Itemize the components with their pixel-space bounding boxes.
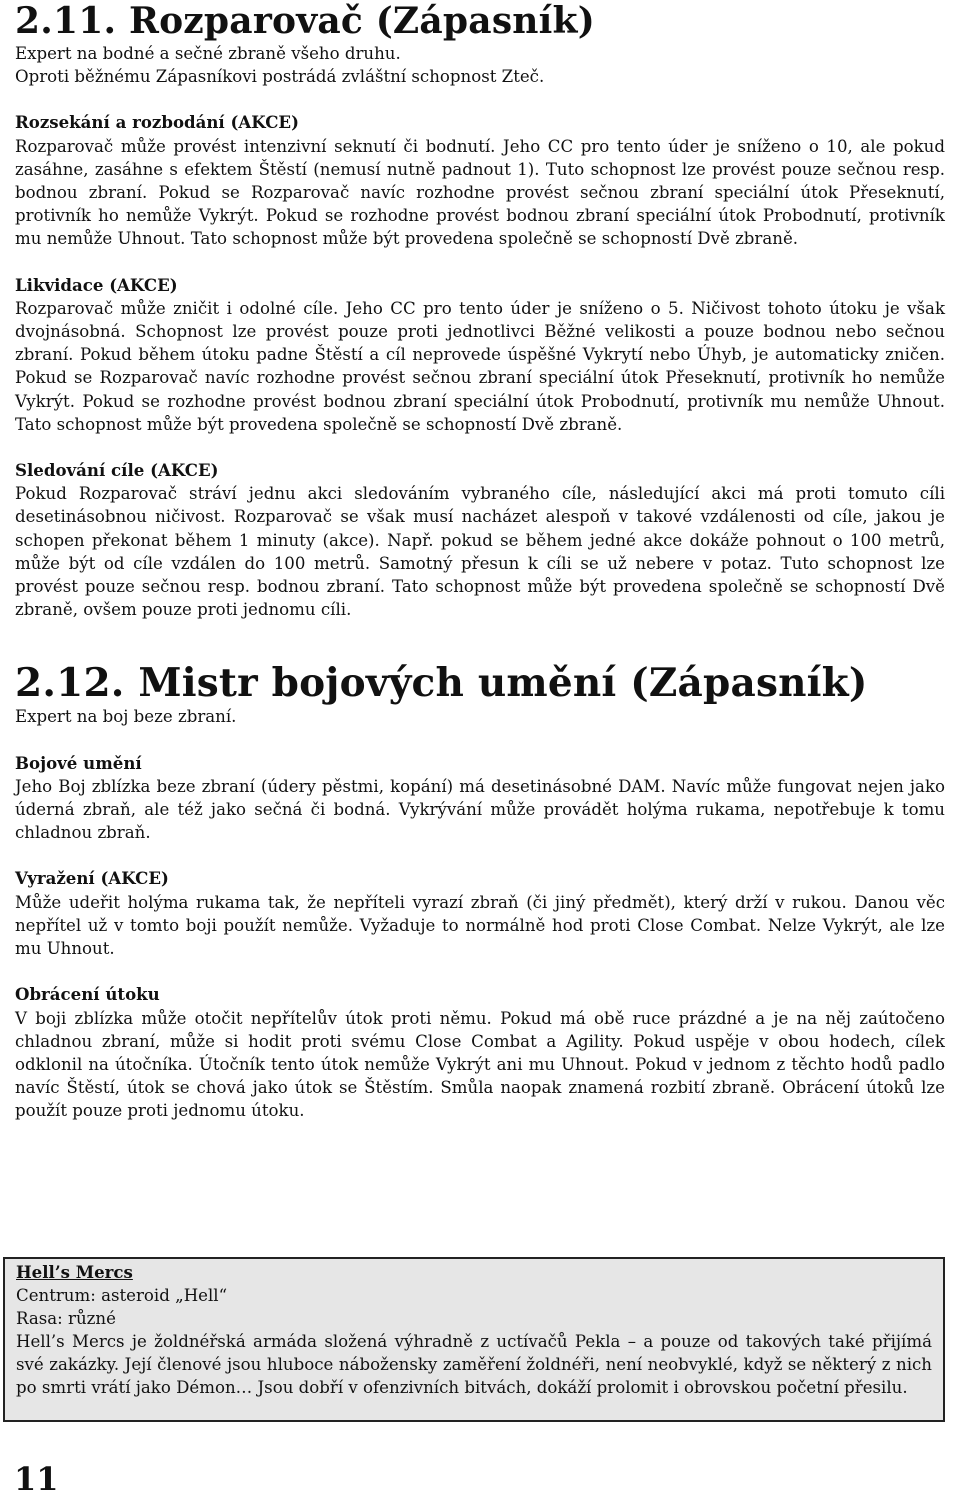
faction-description: Hell’s Mercs je žoldnéřská armáda složená výhradně z uctívačů Pekla – a pouze od takových také přijímá své zakázky. Její členové jsou hluboce nábožensky zaměření žoldnéři, není neobvyklé, když se některý z nich po smrti vrátí jako Démon… Jsou dobří v ofenzivních bitvách, dokáží prolomit i obrovskou početní přesilu. xyxy=(16,1332,932,1397)
ability-vyrazeni-text: Může udeřit holýma rukama tak, že nepříteli vyrazí zbraň (či jiný předmět), který drží v rukou. Danou věc nepřítel už v tomto boji použít nemůže. Vyžaduje to normálně hod proti Close Combat. Nelze Vykrýt, ale lze mu Uhnout. xyxy=(15,892,945,959)
ability-sledovani-title: Sledování cíle (AKCE) xyxy=(15,460,219,481)
ability-likvidace-text: Rozparovač může zničit i odolné cíle. Jeho CC pro tento úder je sníženo o 5. Ničivost tohoto útoku je však dvojnásobná. Schopnost lze provést pouze proti jednotlivci Běžné velikosti a pouze bodnou nebo sečnou zbraní. Pokud během útoku padne Štěstí a cíl neprovede úspěšné Vykrytí nebo Úhyb, je automaticky zničen. Pokud se Rozparovač navíc rozhodne provést sečnou zbraní speciální útok Přeseknutí, protivník ho nemůže Vykrýt. Pokud se rozhodne provést bodnou zbraní speciální útok Probodnutí, protivník mu nemůže Uhnout. Tato schopnost může být provedena společně se schopností Dvě zbraně. xyxy=(15,298,945,434)
ability-bojove-umeni-text: Jeho Boj zblízka beze zbraní (údery pěstmi, kopání) má desetinásobné DAM. Navíc může fungovat nejen jako úderná zbraň, ale též jako sečná či bodná. Vykrývání může provádět holýma rukama, nepotřebuje k tomu chladnou zbraň. xyxy=(15,776,945,843)
ability-rozsekani-text: Rozparovač může provést intenzivní seknutí či bodnutí. Jeho CC pro tento úder je sníženo o 10, ale pokud zasáhne, zasáhne s efektem Štěstí (nemusí nutně padnout 1). Tuto schopnost lze provést pouze sečnou resp. bodnou zbraní. Pokud se Rozparovač navíc rozhodne provést sečnou zbraní speciální útok Přeseknutí, protivník ho nemůže Vykrýt. Pokud se rozhodne provést bodnou zbraní speciální útok Probodnutí, protivník mu nemůže Uhnout. Tato schopnost může být provedena společně se schopností Dvě zbraně. xyxy=(15,136,945,249)
faction-info-box xyxy=(3,1257,945,1422)
document-page xyxy=(15,0,945,1123)
faction-centrum: Centrum: asteroid „Hell“ xyxy=(16,1286,228,1305)
ability-vyrazeni-title: Vyražení (AKCE) xyxy=(15,868,169,889)
ability-obraceni-title: Obrácení útoku xyxy=(15,984,160,1005)
ability-rozsekani-title: Rozsekání a rozbodání (AKCE) xyxy=(15,112,299,133)
section-2-11-intro-1: Expert na bodné a sečné zbraně všeho druhu. xyxy=(15,44,401,63)
ability-bojove-umeni-title: Bojové umění xyxy=(15,752,142,773)
section-2-12-intro: Expert na boj beze zbraní. xyxy=(15,707,237,727)
section-2-11-title: 2.11. Rozparovač (Zápasník) xyxy=(15,0,595,42)
faction-title: Hell’s Mercs xyxy=(16,1262,133,1282)
ability-obraceni-text: V boji zblízka může otočit nepřítelův útok proti němu. Pokud má obě ruce prázdné a je na něj zaútočeno chladnou zbraní, může si hodit proti svému Close Combat a Agility. Pokud uspěje v obou hodech, cílek odklonil na útočníka. Útočník tento útok nemůže Vykrýt ani mu Uhnout. Pokud v jednom z těchto hodů padlo navíc Štěstí, útok se chová jako útok se Štěstím. Smůla naopak znamená rozbití zbraně. Obrácení útoků lze použít pouze proti jednomu útoku. xyxy=(15,1008,945,1121)
page-number: 11 xyxy=(14,1460,59,1498)
section-2-11-intro-2: Oproti běžnému Zápasníkovi postrádá zvláštní schopnost Zteč. xyxy=(15,67,545,87)
faction-rasa: Rasa: různé xyxy=(16,1309,116,1328)
ability-likvidace-title: Likvidace (AKCE) xyxy=(15,274,178,295)
ability-sledovani-text: Pokud Rozparovač stráví jednu akci sledováním vybraného cíle, následující akci má proti tomuto cíli desetinásobnou ničivost. Rozparovač se však musí nacházet alespoň v takové vzdálenosti od cíle, jakou je schopen překonat během 1 minuty (akce). Např. pokud se během jedné akce dokáže pohnout o 100 metrů, může být od cíle vzdálen do 100 metrů. Samotný přesun k cíli se už nebere v potaz. Tuto schopnost lze provést pouze sečnou resp. bodnou zbraní. Tato schopnost může být provedena společně se schopností Dvě zbraně, ovšem pouze proti jednomu cíli. xyxy=(15,484,945,620)
section-2-12-title: 2.12. Mistr bojových umění (Zápasník) xyxy=(15,660,868,707)
